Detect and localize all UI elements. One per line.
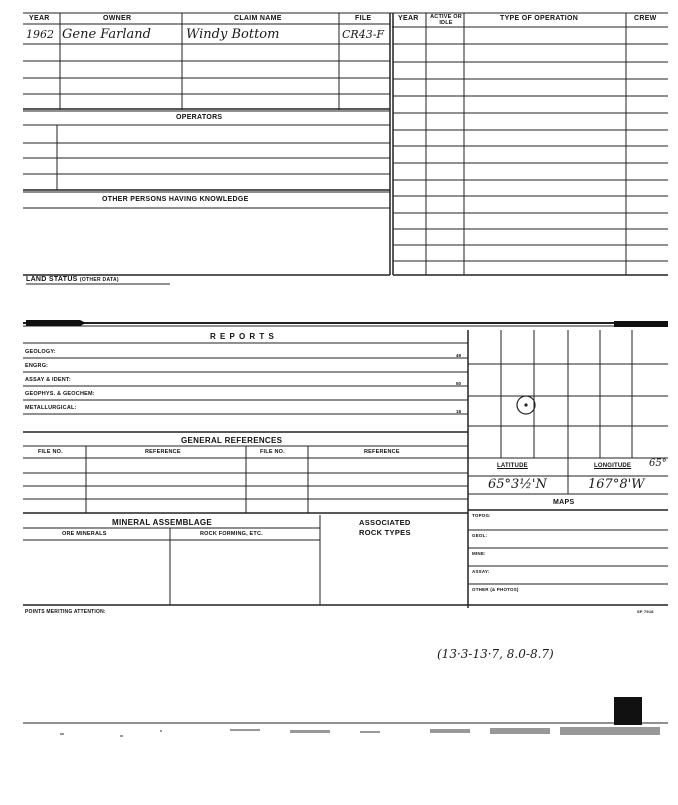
col-active-idle: ACTIVE OR IDLE: [430, 14, 462, 26]
general-references-heading: GENERAL REFERENCES: [181, 436, 283, 445]
form-code: SP 7918: [637, 609, 654, 614]
reports-geophys: GEOPHYS. & GEOCHEM:: [25, 391, 95, 397]
mineral-assemblage-heading: MINERAL ASSEMBLAGE: [112, 518, 213, 527]
other-persons-heading: OTHER PERSONS HAVING KNOWLEDGE: [102, 196, 249, 203]
col-claim-name: CLAIM NAME: [234, 15, 282, 22]
reports-engrg: ENGRG:: [25, 363, 49, 369]
operators-heading: OPERATORS: [176, 114, 223, 121]
reports-metallurgical: METALLURGICAL:: [25, 405, 77, 411]
entry-year: 1962: [26, 28, 54, 41]
col-type-of-operation: TYPE OF OPERATION: [500, 15, 579, 22]
col-file: FILE: [355, 15, 372, 22]
reports-geology-num: 49: [456, 353, 462, 358]
rock-types-label: ROCK TYPES: [359, 528, 411, 537]
latitude-value: 65°3½'N: [488, 477, 547, 492]
points-note: (13·3-13·7, 8.0-8.7): [437, 647, 554, 661]
reports-geology: GEOLOGY:: [25, 349, 56, 355]
maps-other: OTHER (& PHOTOS): [472, 587, 519, 592]
gr-file-no-2: FILE NO.: [260, 449, 285, 455]
entry-file: CR43-F: [342, 28, 385, 41]
col-year: YEAR: [29, 15, 50, 22]
rock-forming-label: ROCK FORMING, ETC.: [200, 531, 263, 537]
longitude-note: 65°: [649, 458, 667, 469]
gr-reference-1: REFERENCE: [145, 449, 181, 455]
maps-heading: MAPS: [553, 499, 575, 506]
maps-geol: GEOL:: [472, 533, 488, 538]
associated-label: ASSOCIATED: [359, 518, 411, 527]
col-crew: CREW: [634, 15, 657, 22]
land-status-label: LAND STATUS (OTHER DATA): [26, 276, 119, 283]
col-year-2: YEAR: [398, 15, 419, 22]
entry-claim-name: Windy Bottom: [186, 27, 280, 42]
maps-topog: TOPOG:: [472, 513, 491, 518]
gr-reference-2: REFERENCE: [364, 449, 400, 455]
reports-assay-num: 50: [456, 381, 462, 386]
col-owner: OWNER: [103, 15, 132, 22]
maps-assay: ASSAY:: [472, 569, 490, 574]
maps-mine: MINE:: [472, 551, 486, 556]
longitude-value: 167°8'W: [588, 477, 645, 492]
reports-metallurgical-num: 18: [456, 409, 462, 414]
longitude-label: LONGITUDE: [594, 463, 632, 469]
points-label: POINTS MERITING ATTENTION:: [25, 609, 106, 615]
reports-assay: ASSAY & IDENT:: [25, 377, 71, 383]
entry-owner: Gene Farland: [62, 27, 151, 42]
reports-heading: R E P O R T S: [210, 332, 275, 341]
gr-file-no-1: FILE NO.: [38, 449, 63, 455]
latitude-label: LATITUDE: [497, 463, 528, 469]
ore-minerals-label: ORE MINERALS: [62, 531, 107, 537]
